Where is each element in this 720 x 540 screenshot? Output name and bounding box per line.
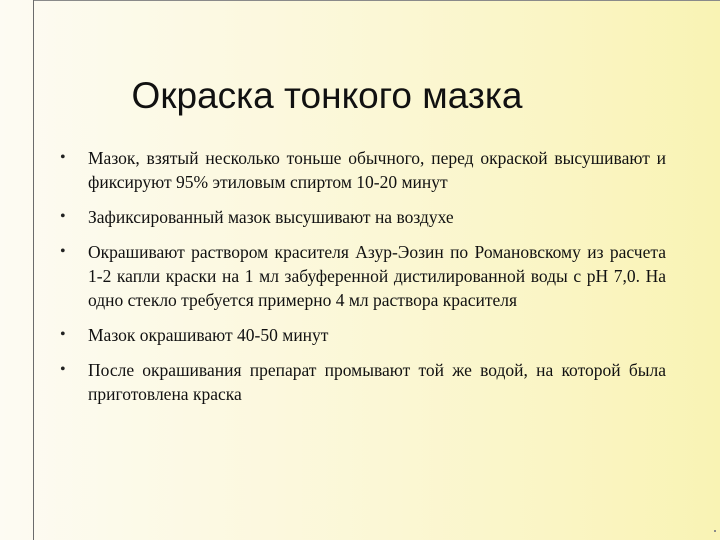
corner-mark [714,530,716,532]
bullet-text: После окрашивания препарат промывают той же водой, на которой была приготовлена краска [88,360,666,404]
bullet-item [60,323,666,347]
bullet-item [60,358,666,406]
bullet-icon: • [60,243,66,260]
bullet-item [60,205,666,229]
frame-top-line [33,0,720,1]
bullet-list [60,146,666,417]
bullet-icon: • [60,208,66,225]
bullet-text: Окрашивают раствором красителя Азур-Эозин по Романовскому из расчета 1-2 капли краски на 1 мл забуференной дистилированной воды с pH 7,0. На одно стекло требуется примерно 4 мл раствора красителя [88,242,666,310]
frame-left-line [33,0,34,540]
bullet-text: Зафиксированный мазок высушивают на воздухе [88,207,454,227]
bullet-text: Мазок, взятый несколько тоньше обычного, перед окраской высушивают и фиксируют 95% этиловым спиртом 10-20 минут [88,148,666,192]
bullet-text: Мазок окрашивают 40-50 минут [88,325,329,345]
bullet-item [60,240,666,312]
bullet-icon: • [60,361,66,378]
bullet-icon: • [60,149,66,166]
bullet-icon: • [60,326,66,343]
slide-title: Окраска тонкого мазка [131,75,523,116]
bullet-item [60,146,666,194]
